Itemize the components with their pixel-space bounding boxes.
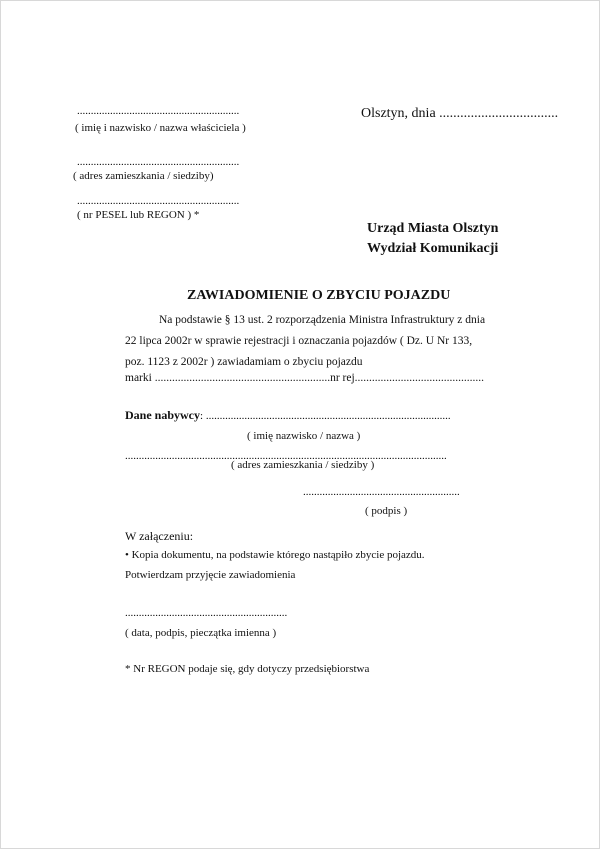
buyer-name-caption: ( imię nazwisko / nazwa ) — [247, 430, 361, 442]
owner-address-caption: ( adres zamieszkania / siedziby) — [73, 170, 214, 182]
buyer-label: Dane nabywcy — [125, 408, 201, 422]
buyer-address-caption: ( adres zamieszkania / siedziby ) — [231, 459, 375, 471]
body-line-3: poz. 1123 z 2002r ) zawiadamiam o zbyciu pojazdu — [125, 356, 363, 368]
owner-name-blank: ........................................................... — [77, 105, 240, 117]
owner-address-blank: ........................................................... — [77, 156, 240, 168]
attachments-heading: W załączeniu: — [125, 529, 194, 543]
addressee-office: Urząd Miasta Olsztyn — [367, 221, 499, 236]
confirmation-text: Potwierdzam przyjęcie zawiadomienia — [125, 569, 296, 581]
body-line-2: 22 lipca 2002r w sprawie rejestracji i oznaczania pojazdów ( Dz. U Nr 133, — [125, 335, 473, 347]
body-line-4-brand-and-plate: marki .............................................................nr rej............................................. — [125, 372, 485, 384]
buyer-address-blank: ..................................................................................................................... — [125, 450, 447, 462]
body-line-1: Na podstawie § 13 ust. 2 rozporządzenia Ministra Infrastruktury z dnia — [159, 314, 486, 326]
place-and-date: Olsztyn, dnia .................................. — [361, 106, 559, 121]
document-title: ZAWIADOMIENIE O ZBYCIU POJAZDU — [187, 288, 451, 303]
footnote: * Nr REGON podaje się, gdy dotyczy przedsiębiorstwa — [125, 663, 370, 675]
buyer-row — [125, 408, 451, 423]
addressee-department: Wydział Komunikacji — [367, 241, 499, 256]
receipt-blank: ........................................................... — [125, 607, 288, 619]
pesel-caption: ( nr PESEL lub REGON ) * — [77, 209, 200, 221]
owner-name-caption: ( imię i nazwisko / nazwa właściciela ) — [75, 122, 246, 134]
signature-caption: ( podpis ) — [365, 505, 408, 517]
buyer-name-blank: : ......................................................................................... — [200, 410, 451, 422]
pesel-blank: ........................................................... — [77, 195, 240, 207]
attachment-item: • Kopia dokumentu, na podstawie którego nastąpiło zbycie pojazdu. — [125, 549, 425, 561]
signature-blank: ......................................................... — [303, 486, 460, 498]
receipt-caption: ( data, podpis, pieczątka imienna ) — [125, 627, 277, 639]
